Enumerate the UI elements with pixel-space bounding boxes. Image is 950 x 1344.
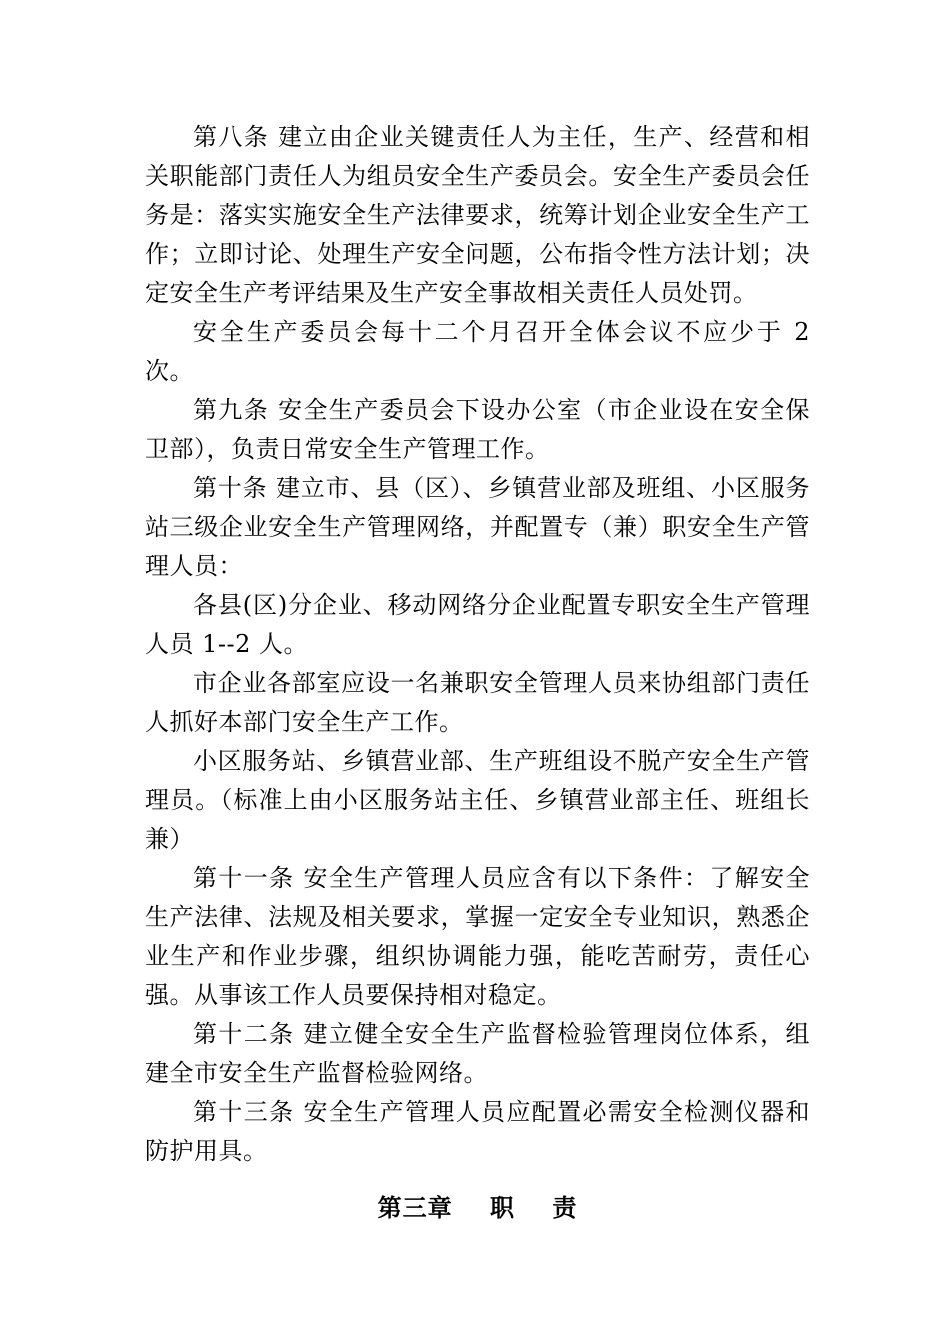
committee-meeting-paragraph: 安全生产委员会每十二个月召开全体会议不应少于 2 次。: [145, 318, 810, 385]
document-page: [145, 118, 810, 1228]
article-12-paragraph: 第十二条 建立健全安全生产监督检验管理岗位体系，组建全市安全生产监督检验网络。: [145, 1020, 810, 1087]
department-staffing-paragraph: 市企业各部室应设一名兼职安全管理人员来协组部门责任人抓好本部门安全生产工作。: [145, 669, 810, 736]
article-9-paragraph: 第九条 安全生产委员会下设办公室（市企业设在安全保卫部），负责日常安全生产管理工作。: [145, 396, 810, 463]
chapter-heading: 第三章 职 责: [377, 1194, 578, 1222]
service-station-paragraph: 小区服务站、乡镇营业部、生产班组设不脱产安全生产管理员。（标准上由小区服务站主任、乡镇营业部主任、班组长兼）: [145, 747, 810, 853]
county-staffing-paragraph: 各县(区)分企业、移动网络分企业配置专职安全生产管理人员 1--2 人。: [145, 591, 810, 658]
article-13-paragraph: 第十三条 安全生产管理人员应配置必需安全检测仪器和防护用具。: [145, 1098, 810, 1165]
article-8-paragraph: 第八条 建立由企业关键责任人为主任，生产、经营和相关职能部门责任人为组员安全生产委员会。安全生产委员会任务是：落实实施安全生产法律要求，统筹计划企业安全生产工作；立即讨论、处理生产安全问题，公布指令性方法计划；决定安全生产考评结果及生产安全事故相关责任人员处罚。: [145, 123, 810, 307]
article-11-paragraph: 第十一条 安全生产管理人员应含有以下条件：了解安全生产法律、法规及相关要求，掌握一定安全专业知识，熟悉企业生产和作业步骤，组织协调能力强，能吃苦耐劳，责任心强。从事该工作人员要保持相对稳定。: [145, 864, 810, 1009]
article-10-paragraph: 第十条 建立市、县（区）、乡镇营业部及班组、小区服务站三级企业安全生产管理网络，并配置专（兼）职安全生产管理人员：: [145, 474, 810, 580]
